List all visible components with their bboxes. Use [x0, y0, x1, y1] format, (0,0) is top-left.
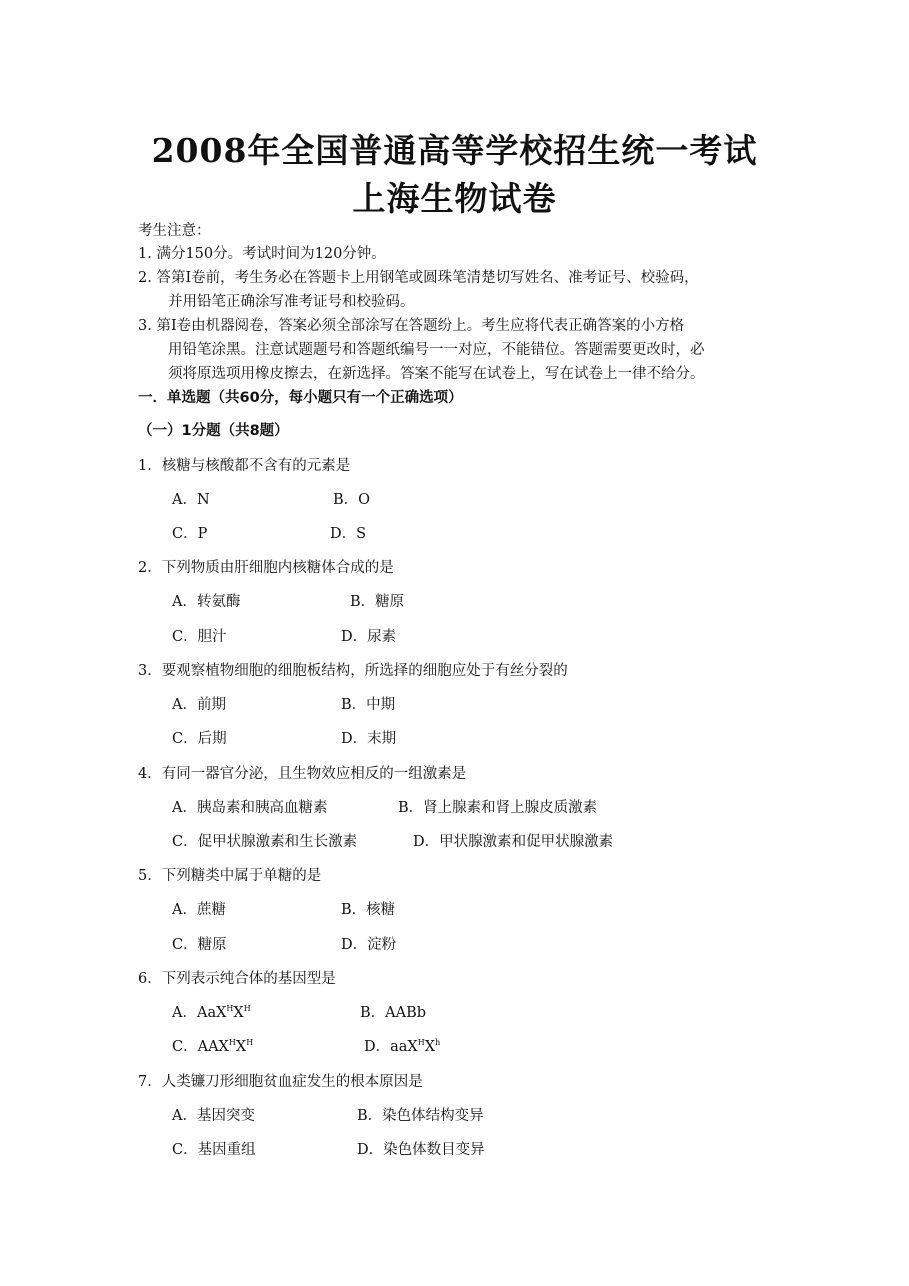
- notice-item: 用铅笔涂黑。注意试题题号和答题纸编号一一对应，不能错位。答题需要更改时，必: [168, 342, 705, 358]
- option-a: A．$AaX^HX^H$: [172, 1004, 251, 1021]
- question-stem: 7．人类镰刀形细胞贫血症发生的根本原因是: [138, 1074, 423, 1090]
- exam-title: 2008年全国普通高等学校招生统一考试: [151, 131, 758, 170]
- option-b: B．肾上腺素和肾上腺皮质激素: [398, 800, 598, 816]
- option-a: A．转氨酶: [172, 594, 241, 610]
- question-stem: 6．下列表示纯合体的基因型是: [138, 971, 336, 987]
- question-stem: 3．要观察植物细胞的细胞板结构，所选择的细胞应处于有丝分裂的: [138, 663, 568, 679]
- option-c: C．P: [172, 526, 208, 542]
- question-stem: 4．有同一器官分泌，且生物效应相反的一组激素是: [138, 766, 467, 782]
- option-d: D．染色体数目变异: [357, 1142, 485, 1158]
- option-c: C．$AAX^HX^H$: [172, 1038, 254, 1055]
- section-subheading: （一）1分题（共8题）: [138, 423, 289, 439]
- option-c: C．基因重组: [172, 1142, 256, 1158]
- option-d: D．$aaX^HX^h$: [364, 1038, 441, 1055]
- section-heading: 一．单选题（共60分，每小题只有一个正确选项）: [138, 390, 463, 406]
- option-c: C．糖原: [172, 937, 227, 953]
- exam-subtitle: 上海生物试卷: [352, 179, 557, 218]
- notice-heading: 考生注意：: [138, 223, 211, 239]
- option-d: D．末期: [341, 731, 397, 747]
- option-b: B．中期: [341, 697, 396, 713]
- option-b: B．糖原: [350, 594, 405, 610]
- option-b: B．O: [333, 492, 371, 508]
- notice-item: 2. 答第Ⅰ卷前，考生务必在答题卡上用钢笔或圆珠笔清楚切写姓名、准考证号、校验码，: [138, 270, 699, 286]
- option-a: A．蔗糖: [172, 902, 226, 918]
- option-d: D．尿素: [341, 629, 397, 645]
- option-c: C．胆汁: [172, 629, 227, 645]
- question-stem: 2．下列物质由肝细胞内核糖体合成的是: [138, 560, 394, 576]
- option-d: D．S: [330, 526, 367, 542]
- question-stem: 1．核糖与核酸都不含有的元素是: [138, 458, 351, 474]
- option-a: A．胰岛素和胰高血糖素: [172, 800, 328, 816]
- notice-item: 须将原选项用橡皮擦去，在新选择。答案不能写在试卷上，写在试卷上一律不给分。: [168, 366, 705, 382]
- option-a: A．前期: [172, 697, 226, 713]
- option-d: D．甲状腺激素和促甲状腺激素: [413, 834, 614, 850]
- notice-item: 3. 第Ⅰ卷由机器阅卷，答案必须全部涂写在答题纷上。考生应将代表正确答案的小方格: [138, 318, 685, 334]
- option-b: B．染色体结构变异: [357, 1108, 484, 1124]
- option-a: A．基因突变: [172, 1108, 255, 1124]
- option-b: B．核糖: [341, 902, 396, 918]
- option-a: A．N: [172, 492, 210, 508]
- option-c: C．后期: [172, 731, 227, 747]
- question-stem: 5．下列糖类中属于单糖的是: [138, 868, 322, 884]
- notice-item: 1. 满分150分。考试时间为120分钟。: [138, 246, 386, 262]
- notice-item: 并用铅笔正确涂写准考证号和校验码。: [168, 294, 415, 310]
- option-d: D．淀粉: [341, 937, 397, 953]
- option-c: C．促甲状腺激素和生长激素: [172, 834, 358, 850]
- option-b: B．AABb: [360, 1005, 427, 1021]
